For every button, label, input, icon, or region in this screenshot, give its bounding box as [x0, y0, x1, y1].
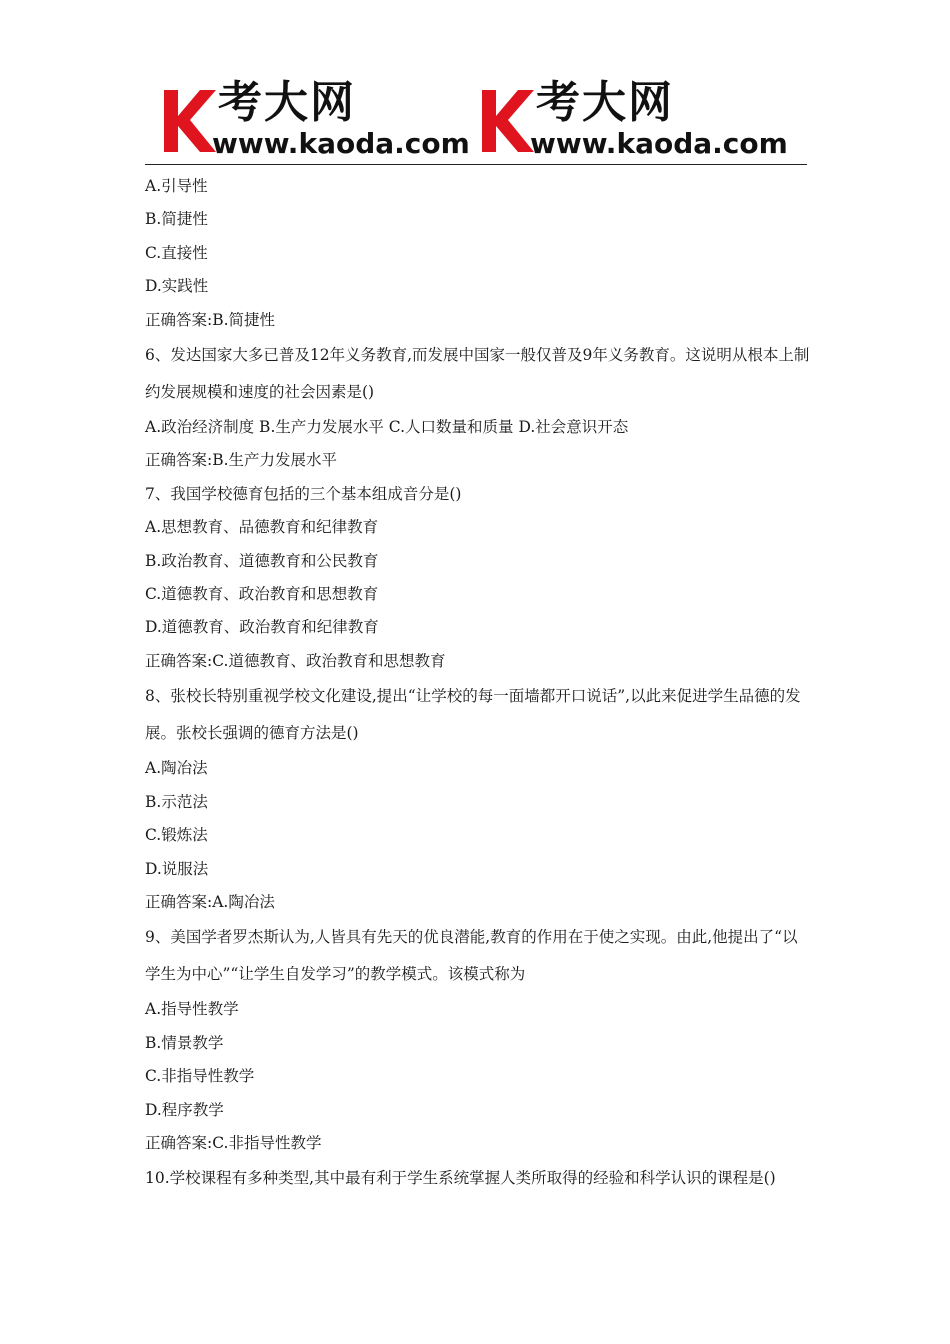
question-text: 8、张校长特别重视学校文化建设,提出“让学校的每一面墙都开口说话”,以此来促进学生品德的发展。张校长强调的德育方法是()	[145, 687, 801, 743]
kaoda-logo	[478, 78, 798, 164]
option-line: B.情景教学	[145, 1033, 224, 1052]
logo-url: www.kaoda.com	[212, 127, 470, 160]
kaoda-logo	[160, 78, 480, 164]
logo-text: 考大网	[536, 77, 674, 128]
k-logo-icon	[160, 86, 218, 156]
option-line: C.直接性	[145, 243, 208, 262]
answer-line: 正确答案:B.简捷性	[145, 310, 276, 329]
option-line: C.锻炼法	[145, 826, 208, 845]
option-line: C.道德教育、政治教育和思想教育	[145, 585, 379, 604]
document-body	[145, 170, 810, 1197]
question-text: 6、发达国家大多已普及12年义务教育,而发展中国家一般仅普及9年义务教育。这说明从根本上制约发展规模和速度的社会因素是()	[145, 346, 810, 402]
answer-line: 正确答案:C.道德教育、政治教育和思想教育	[145, 651, 446, 670]
option-line: D.实践性	[145, 277, 209, 296]
page-header	[145, 70, 807, 164]
option-line: B.简捷性	[145, 210, 208, 229]
option-line: C.非指导性教学	[145, 1067, 255, 1086]
logo-text: 考大网	[218, 77, 356, 128]
option-line: A.政治经济制度 B.生产力发展水平 C.人口数量和质量 D.社会意识开态	[145, 418, 629, 437]
option-line: B.政治教育、道德教育和公民教育	[145, 551, 379, 570]
option-line: A.指导性教学	[145, 1000, 239, 1019]
answer-line: 正确答案:B.生产力发展水平	[145, 451, 338, 470]
option-line: A.引导性	[145, 177, 208, 195]
option-line: A.陶冶法	[145, 759, 208, 778]
answer-line: 正确答案:A.陶冶法	[145, 892, 275, 911]
k-logo-icon	[478, 86, 536, 156]
answer-line: 正确答案:C.非指导性教学	[145, 1133, 322, 1152]
question-text: 10.学校课程有多种类型,其中最有利于学生系统掌握人类所取得的经验和科学认识的课程是()	[145, 1169, 776, 1188]
header-divider	[145, 164, 807, 165]
option-line: A.思想教育、品德教育和纪律教育	[145, 518, 379, 537]
question-text: 7、我国学校德育包括的三个基本组成音分是()	[145, 484, 462, 503]
option-line: D.道德教育、政治教育和纪律教育	[145, 618, 379, 637]
option-line: B.示范法	[145, 792, 208, 811]
option-line: D.说服法	[145, 859, 209, 878]
logo-url: www.kaoda.com	[530, 127, 788, 160]
question-text: 9、美国学者罗杰斯认为,人皆具有先天的优良潜能,教育的作用在于使之实现。由此,他提出了“以学生为中心”“让学生自发学习”的教学模式。该模式称为	[145, 928, 798, 984]
option-line: D.程序教学	[145, 1100, 224, 1119]
